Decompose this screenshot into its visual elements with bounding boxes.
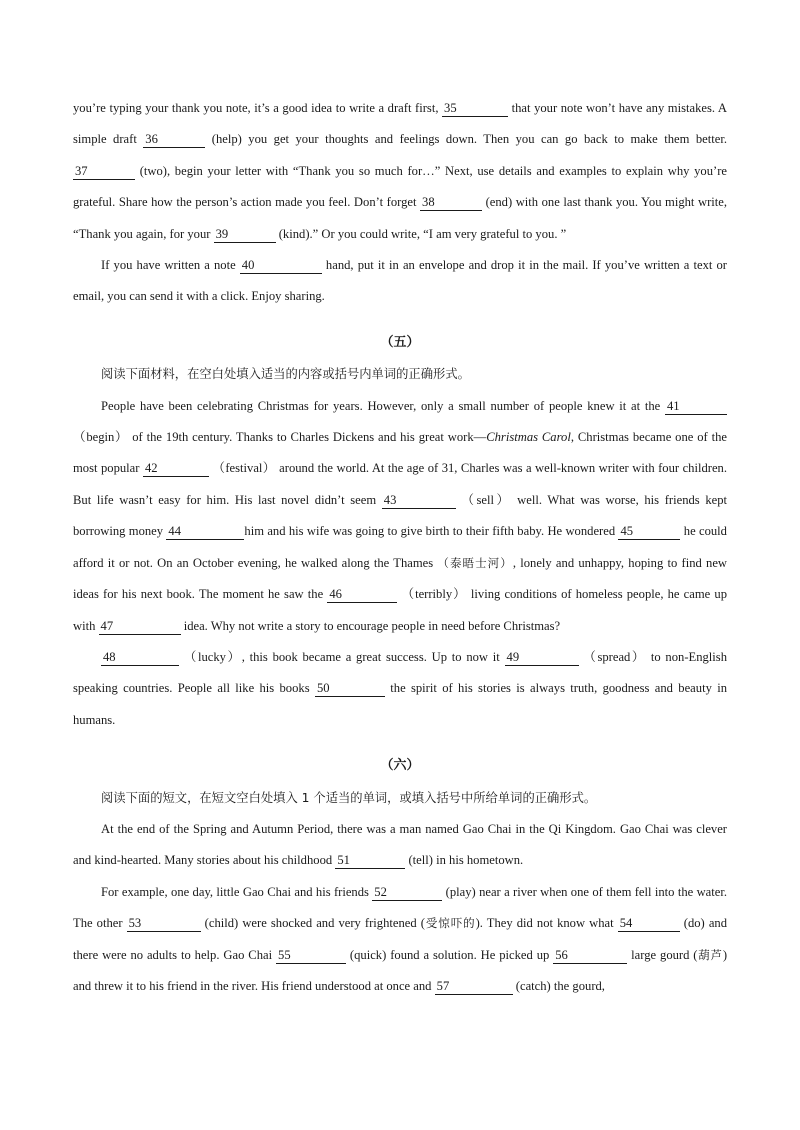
text-run: you’re typing your thank you note, it’s a good idea to write a draft first, bbox=[73, 101, 443, 115]
text-run: （sell） well. What was worse, his friends kept borrowing money bbox=[73, 492, 728, 539]
document-page bbox=[73, 93, 727, 1002]
section6-paragraph-1 bbox=[73, 814, 727, 877]
book-title: Christmas Carol bbox=[486, 430, 571, 445]
blank-53[interactable]: 53 bbox=[127, 916, 201, 932]
text-run: (tell) in his hometown. bbox=[405, 853, 524, 868]
blank-57[interactable]: 57 bbox=[435, 979, 513, 995]
blank-38[interactable]: 38 bbox=[420, 195, 482, 211]
text-run: (do) and there were no adults to help. Gao Chai bbox=[73, 916, 728, 962]
blank-45[interactable]: 45 bbox=[618, 524, 680, 540]
blank-43[interactable]: 43 bbox=[382, 493, 456, 509]
text-run: (two), begin your letter with “Thank you so much for…” Next, use details and examples to explain why you’re grateful. Share how the person’s action made you feel. Don’t forget bbox=[73, 163, 727, 210]
text-run: that your note won’t have any mistakes. A simple draft bbox=[73, 101, 728, 147]
blank-44[interactable]: 44 bbox=[166, 524, 244, 540]
blank-36[interactable]: 36 bbox=[143, 132, 205, 148]
text-run: large gourd ( bbox=[627, 947, 698, 962]
text-run: , lonely and unhappy, hoping to find new ideas for his next book. The moment he saw the bbox=[73, 555, 728, 602]
section-heading-5: （五） bbox=[380, 334, 420, 350]
text-run: (quick) found a solution. He picked up bbox=[346, 947, 554, 962]
text-run: idea. Why not write a story to encourage people in need before Christmas? bbox=[180, 618, 561, 633]
section5-instruction: 阅读下面材料，在空白处填入适当的内容或括号内单词的正确形式。 bbox=[101, 367, 470, 382]
blank-50[interactable]: 50 bbox=[315, 681, 385, 697]
text-run: （spread） to non-English speaking countries. People all like his books bbox=[73, 649, 727, 696]
blank-40[interactable]: 40 bbox=[240, 258, 322, 274]
text-run: (catch) the gourd, bbox=[512, 978, 605, 993]
blank-56[interactable]: 56 bbox=[553, 948, 627, 964]
text-run: （lucky）, this book became a great success. Up to now it bbox=[179, 649, 505, 664]
text-run: hand, put it in an envelope and drop it in the mail. If you’ve written a text or email, you can send it with a click. Enjoy sharing. bbox=[73, 258, 727, 304]
blank-46[interactable]: 46 bbox=[327, 587, 397, 603]
text-run: （terribly） living conditions of homeless people, he came up with bbox=[73, 587, 727, 633]
text-run: ) and threw it to his friend in the river. His friend understood at once and bbox=[73, 947, 728, 993]
blank-55[interactable]: 55 bbox=[276, 948, 346, 964]
text-run: (help) you get your thoughts and feelings down. Then you can go back to make them better. bbox=[205, 132, 727, 147]
blank-49[interactable]: 49 bbox=[505, 650, 579, 666]
blank-37[interactable]: 37 bbox=[73, 164, 135, 180]
passage4-paragraph-1 bbox=[73, 93, 727, 250]
text-run: he could afford it or not. On an October evening, he walked along the Thames bbox=[73, 524, 727, 570]
blank-52[interactable]: 52 bbox=[372, 885, 442, 901]
blank-51[interactable]: 51 bbox=[335, 853, 405, 869]
text-run-cjk: 受惊吓的 bbox=[424, 916, 476, 931]
text-run: the spirit of his stories is always truth, goodness and beauty in humans. bbox=[73, 681, 727, 727]
blank-35[interactable]: 35 bbox=[442, 101, 508, 117]
blank-47[interactable]: 47 bbox=[99, 619, 181, 635]
text-run-cjk: 葫芦 bbox=[697, 947, 723, 962]
text-run: (play) near a river when one of them fell into the water. The other bbox=[73, 884, 727, 931]
text-run: , Christmas became one of the most popular bbox=[73, 430, 727, 476]
passage4-paragraph-2 bbox=[73, 250, 727, 313]
text-run: At the end of the Spring and Autumn Period, there was a man named Gao Chai in the Qi Kingdom. Gao Chai was clever and kind-hearted. Many stories about his childhood bbox=[73, 821, 727, 868]
blank-54[interactable]: 54 bbox=[618, 916, 680, 932]
text-run-cjk: （泰晤士河） bbox=[437, 555, 513, 570]
section6-paragraph-2 bbox=[73, 877, 727, 1003]
text-run: him and his wife was going to give birth to their fifth baby. He wondered bbox=[244, 524, 619, 539]
text-run: For example, one day, little Gao Chai and his friends bbox=[101, 884, 373, 899]
text-run: （begin） of the 19th century. Thanks to Charles Dickens and his great work— bbox=[73, 430, 487, 445]
text-run: ). They did not know what bbox=[475, 916, 618, 931]
blank-48[interactable]: 48 bbox=[101, 650, 179, 666]
text-run: (end) with one last thank you. You might write, “Thank you again, for your bbox=[73, 195, 727, 241]
section5-paragraph-2 bbox=[73, 642, 727, 736]
text-run: （festival） around the world. At the age of 31, Charles was a well-known writer with four children. But life wasn’t easy for him. His last novel didn’t seem bbox=[73, 461, 727, 507]
blank-39[interactable]: 39 bbox=[214, 227, 276, 243]
text-run: People have been celebrating Christmas for years. However, only a small number of people knew it at the bbox=[101, 398, 665, 413]
section6-instruction: 阅读下面的短文，在短文空白处填入 1 个适当的单词，或填入括号中所给单词的正确形式。 bbox=[101, 790, 597, 805]
blank-42[interactable]: 42 bbox=[143, 461, 209, 477]
section-heading-6: （六） bbox=[380, 758, 420, 774]
blank-41[interactable]: 41 bbox=[665, 399, 727, 415]
text-run: (kind).” Or you could write, “I am very grateful to you. ” bbox=[275, 226, 567, 241]
section5-paragraph-1 bbox=[73, 391, 727, 642]
text-run: If you have written a note bbox=[101, 258, 240, 273]
text-run: (child) were shocked and very frightened ( bbox=[200, 916, 425, 931]
